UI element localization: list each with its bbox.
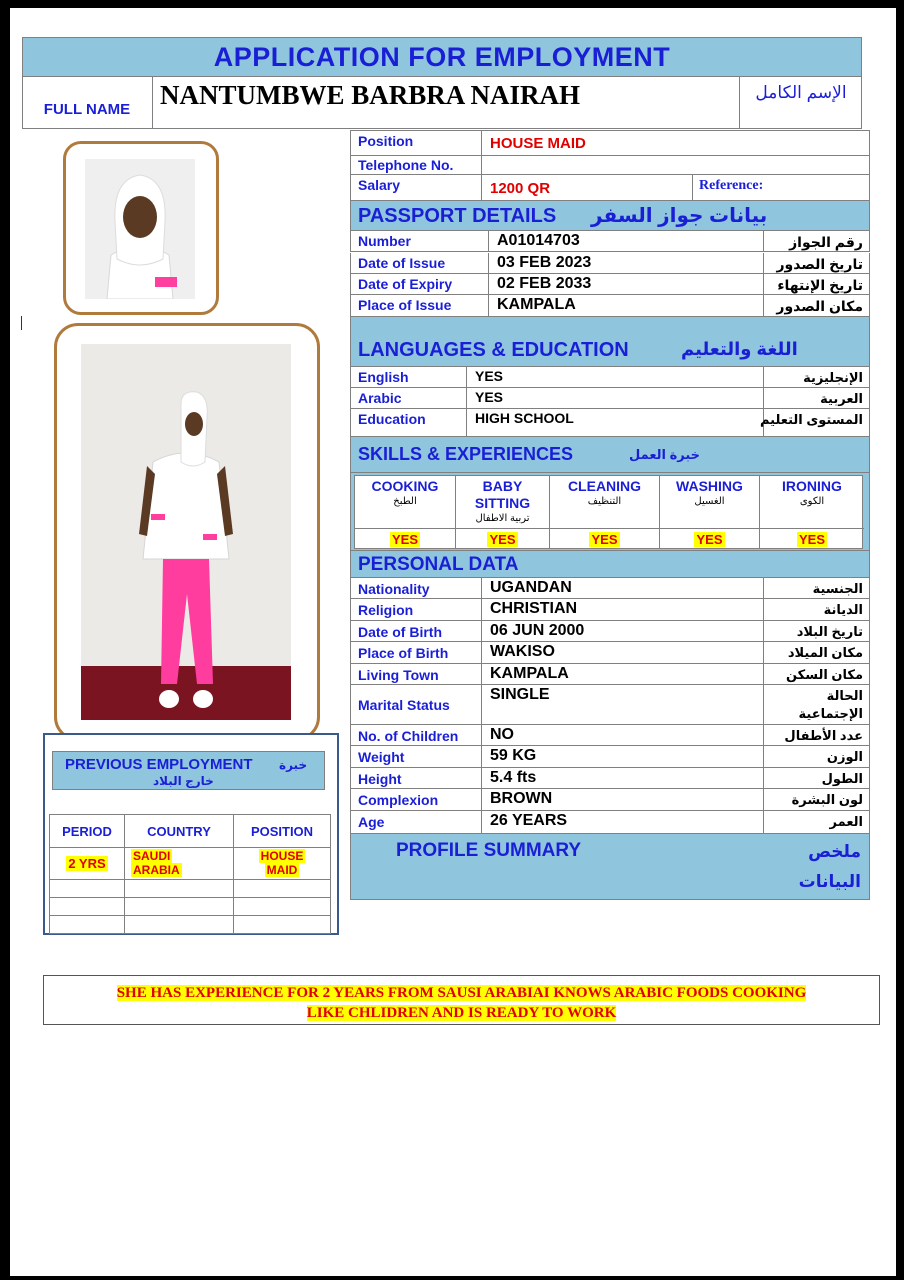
- personal-row-value: CHRISTIAN: [490, 600, 578, 617]
- page-title: APPLICATION FOR EMPLOYMENT: [22, 37, 862, 77]
- passport-row: [350, 274, 870, 295]
- position-value: HOUSE MAID: [490, 135, 586, 152]
- personal-row-label: No. of Children: [358, 728, 459, 744]
- skill-value-cell: [660, 528, 759, 548]
- skills-section-header: [350, 437, 870, 473]
- skill-name-ar: الطبخ: [393, 496, 417, 507]
- passport-row: [350, 295, 870, 317]
- column-divider: [481, 685, 482, 724]
- personal-row-label: Place of Birth: [358, 645, 449, 661]
- personal-row-value: BROWN: [490, 790, 553, 807]
- personal-row-label-ar: لون البشرة: [791, 792, 863, 807]
- column-divider: [481, 664, 482, 684]
- personal-title: PERSONAL DATA: [358, 554, 519, 575]
- column-divider: [481, 578, 482, 598]
- personal-row-value: UGANDAN: [490, 579, 572, 596]
- personal-row: [350, 599, 870, 621]
- personal-row-label: Weight: [358, 749, 405, 765]
- employment-cell: [49, 898, 125, 916]
- passport-row-value: A01014703: [497, 232, 580, 249]
- previous-employment-table: [49, 814, 331, 932]
- languages-row-label-ar: الإنجليزية: [803, 370, 863, 385]
- column-divider: [763, 811, 764, 833]
- personal-row: [350, 642, 870, 664]
- salary-value: 1200 QR: [490, 180, 551, 197]
- column-divider: [763, 388, 764, 408]
- column-divider: [488, 231, 489, 251]
- position-row: [350, 130, 870, 156]
- languages-row-value: YES: [475, 368, 504, 384]
- passport-row-label: Place of Issue: [358, 297, 452, 313]
- personal-row: [350, 664, 870, 685]
- skill-name-ar: تربية الاطفال: [475, 513, 530, 524]
- personal-row-value: 59 KG: [490, 747, 537, 764]
- skill-value-cell: [456, 528, 549, 548]
- profile-title-ar-1: ملخص: [808, 842, 861, 861]
- personal-row-value: WAKISO: [490, 643, 555, 660]
- passport-row-label: Number: [358, 233, 411, 249]
- previous-employment-header: [52, 751, 325, 790]
- skill-value: YES: [798, 532, 825, 547]
- skills-table: [350, 473, 870, 551]
- employment-position: HOUSE: [260, 849, 304, 863]
- personal-row-label: Marital Status: [358, 697, 450, 713]
- column-divider: [763, 578, 764, 598]
- skill-name: IRONING: [782, 478, 842, 494]
- skill-value: YES: [591, 532, 618, 547]
- column-divider: [763, 789, 764, 810]
- telephone-row: [350, 156, 870, 175]
- skills-title: SKILLS & EXPERIENCES: [358, 444, 574, 464]
- passport-title-ar: بيانات جواز السفر: [591, 205, 768, 227]
- personal-row-label-ar: الجنسية: [812, 581, 863, 596]
- column-divider: [466, 409, 467, 436]
- skills-title-ar: خبرة العمل: [629, 447, 701, 462]
- employment-cell: [234, 916, 331, 934]
- personal-row-label: Age: [358, 814, 385, 830]
- personal-row-label-ar: الحالة الإجتماعية: [798, 688, 863, 721]
- employment-cell: [234, 898, 331, 916]
- personal-row-label: Date of Birth: [358, 624, 442, 640]
- skill-value-cell: [760, 528, 864, 548]
- column-divider: [481, 811, 482, 833]
- personal-row-label-ar: مكان السكن: [785, 667, 863, 682]
- passport-row-value: KAMPALA: [497, 296, 576, 313]
- profile-summary-box: [350, 834, 870, 900]
- skill-value: YES: [696, 532, 723, 547]
- column-divider: [763, 685, 764, 724]
- languages-row-value: HIGH SCHOOL: [475, 410, 574, 426]
- personal-row-label-ar: العمر: [829, 814, 863, 829]
- column-divider: [763, 664, 764, 684]
- languages-row-label: Education: [358, 411, 426, 427]
- passport-row: [350, 253, 870, 274]
- employment-cell: [49, 916, 125, 934]
- personal-row-label-ar: الديانة: [823, 602, 863, 617]
- employment-cell: [234, 880, 331, 898]
- languages-title: LANGUAGES & EDUCATION: [358, 339, 629, 361]
- remarks-line-1: SHE HAS EXPERIENCE FOR 2 YEARS FROM SAUSI ARABIAI KNOWS ARABIC FOODS COOKING: [116, 985, 807, 1001]
- languages-row-label-ar: المستوى التعليم: [759, 412, 863, 427]
- employment-cell: [125, 898, 234, 916]
- employment-header-cell: POSITION: [234, 814, 331, 848]
- column-divider: [763, 295, 764, 316]
- passport-row-label-ar: مكان الصدور: [776, 298, 863, 314]
- personal-row-label: Height: [358, 771, 402, 787]
- employment-cell: [125, 848, 234, 880]
- skill-name-ar: الغسيل: [694, 496, 725, 507]
- skills-grid: [354, 475, 863, 549]
- personal-row: [350, 578, 870, 599]
- column-divider: [488, 295, 489, 316]
- passport-row-value: 03 FEB 2023: [497, 254, 592, 271]
- employment-cell: [49, 848, 125, 880]
- column-divider: [481, 599, 482, 620]
- salary-row: [350, 175, 870, 201]
- column-divider: [481, 789, 482, 810]
- column-divider: [481, 746, 482, 767]
- employment-position-line2: MAID: [266, 863, 298, 877]
- skill-name: WASHING: [676, 478, 743, 494]
- portrait-photo: [85, 159, 195, 299]
- personal-row-label-ar: الوزن: [826, 749, 863, 764]
- employment-cell: [234, 848, 331, 880]
- passport-row-label-ar: تاريخ الإنتهاء: [777, 277, 863, 293]
- passport-section-header: [350, 201, 870, 231]
- employment-cell: [125, 916, 234, 934]
- passport-row-value: 02 FEB 2033: [497, 275, 592, 292]
- personal-row-value: 5.4 fts: [490, 769, 537, 786]
- column-divider: [763, 274, 764, 294]
- column-divider: [466, 367, 467, 387]
- personal-row-label-ar: مكان الميلاد: [787, 645, 863, 660]
- previous-employment-title-ar-2: خارج البلاد: [153, 774, 214, 788]
- telephone-label: Telephone No.: [358, 157, 454, 173]
- personal-row: [350, 725, 870, 746]
- employment-period: 2 YRS: [68, 856, 106, 871]
- personal-row-label: Religion: [358, 602, 414, 618]
- personal-row-label-ar: تاريخ البلاد: [796, 624, 863, 639]
- skill-value-cell: [355, 528, 455, 548]
- profile-title: PROFILE SUMMARY: [396, 840, 582, 861]
- languages-row: [350, 388, 870, 409]
- personal-row: [350, 746, 870, 768]
- employment-header-cell: PERIOD: [49, 814, 125, 848]
- previous-employment-title-ar-1: خبرة: [279, 758, 308, 772]
- text-cursor: [21, 316, 22, 330]
- passport-row-label: Date of Issue: [358, 255, 446, 271]
- skill-value-cell: [550, 528, 659, 548]
- employment-country-line2: ARABIA: [133, 863, 180, 877]
- personal-row-value: NO: [490, 726, 514, 743]
- passport-row-label: Date of Expiry: [358, 276, 453, 292]
- personal-row-label: Living Town: [358, 667, 439, 683]
- personal-row-label-ar: عدد الأطفال: [784, 728, 863, 743]
- skill-cell: [659, 476, 759, 548]
- skill-value: YES: [489, 532, 516, 547]
- skill-cell: [455, 476, 549, 548]
- column-divider: [488, 253, 489, 273]
- personal-row-value: SINGLE: [490, 686, 550, 703]
- skill-name-ar: التنظيف: [587, 496, 622, 507]
- column-divider: [481, 621, 482, 641]
- personal-row: [350, 811, 870, 834]
- column-divider: [466, 388, 467, 408]
- position-label: Position: [358, 133, 414, 149]
- languages-row: [350, 367, 870, 388]
- skill-name: CLEANING: [567, 478, 642, 494]
- skill-cell: [355, 476, 455, 548]
- passport-row-label-ar: تاريخ الصدور: [776, 256, 863, 272]
- personal-row-value: KAMPALA: [490, 665, 569, 682]
- employment-cell: [49, 880, 125, 898]
- column-divider: [763, 725, 764, 745]
- employment-country: SAUDI: [133, 849, 171, 863]
- column-divider: [763, 642, 764, 663]
- languages-row-value: YES: [475, 389, 504, 405]
- full-name-label-ar: الإسم الكامل: [739, 77, 862, 129]
- employment-header-cell: COUNTRY: [125, 814, 234, 848]
- passport-title: PASSPORT DETAILS: [358, 205, 557, 227]
- personal-section-header: [350, 551, 870, 578]
- previous-employment-box: [43, 733, 339, 935]
- full-name-value: NANTUMBWE BARBRA NAIRAH: [160, 80, 581, 110]
- reference-label: Reference:: [699, 178, 764, 193]
- column-divider: [481, 642, 482, 663]
- skill-name-ar: الكوى: [799, 496, 825, 507]
- languages-title-ar: اللغة والتعليم: [681, 339, 798, 359]
- personal-row-value: 26 YEARS: [490, 812, 568, 829]
- column-divider: [763, 367, 764, 387]
- passport-row-label-ar: رقم الجواز: [789, 234, 863, 250]
- languages-row: [350, 409, 870, 437]
- skill-cell: [549, 476, 659, 548]
- remarks-line-2: LIKE CHLIDREN AND IS READY TO WORK: [306, 1005, 617, 1021]
- personal-row: [350, 685, 870, 725]
- profile-title-ar-2: البيانات: [798, 872, 861, 891]
- personal-row: [350, 768, 870, 789]
- full-body-photo: [81, 344, 291, 720]
- skill-value: YES: [391, 532, 418, 547]
- column-divider: [763, 231, 764, 251]
- skill-name: COOKING: [371, 478, 439, 494]
- column-divider: [481, 768, 482, 788]
- column-divider: [481, 725, 482, 745]
- column-divider: [763, 768, 764, 788]
- column-divider: [763, 599, 764, 620]
- languages-row-label: English: [358, 369, 409, 385]
- full-name-label: FULL NAME: [22, 77, 153, 129]
- personal-row-label: Complexion: [358, 792, 439, 808]
- previous-employment-title: PREVIOUS EMPLOYMENT: [65, 756, 253, 773]
- passport-row: [350, 231, 870, 252]
- remarks-box: [43, 975, 880, 1025]
- column-divider: [763, 746, 764, 767]
- languages-section-header: [350, 317, 870, 367]
- skill-name: BABY: [482, 478, 523, 494]
- languages-row-label-ar: العربية: [820, 391, 863, 406]
- column-divider: [488, 274, 489, 294]
- personal-row-value: 06 JUN 2000: [490, 622, 585, 639]
- salary-label: Salary: [358, 177, 401, 193]
- skill-cell: [759, 476, 864, 548]
- personal-row: [350, 621, 870, 642]
- skill-name-line2: SITTING: [474, 495, 531, 511]
- languages-row-label: Arabic: [358, 390, 402, 406]
- column-divider: [763, 253, 764, 273]
- personal-row: [350, 789, 870, 811]
- personal-row-label-ar: الطول: [821, 771, 863, 786]
- employment-cell: [125, 880, 234, 898]
- column-divider: [763, 621, 764, 641]
- personal-row-label: Nationality: [358, 581, 430, 597]
